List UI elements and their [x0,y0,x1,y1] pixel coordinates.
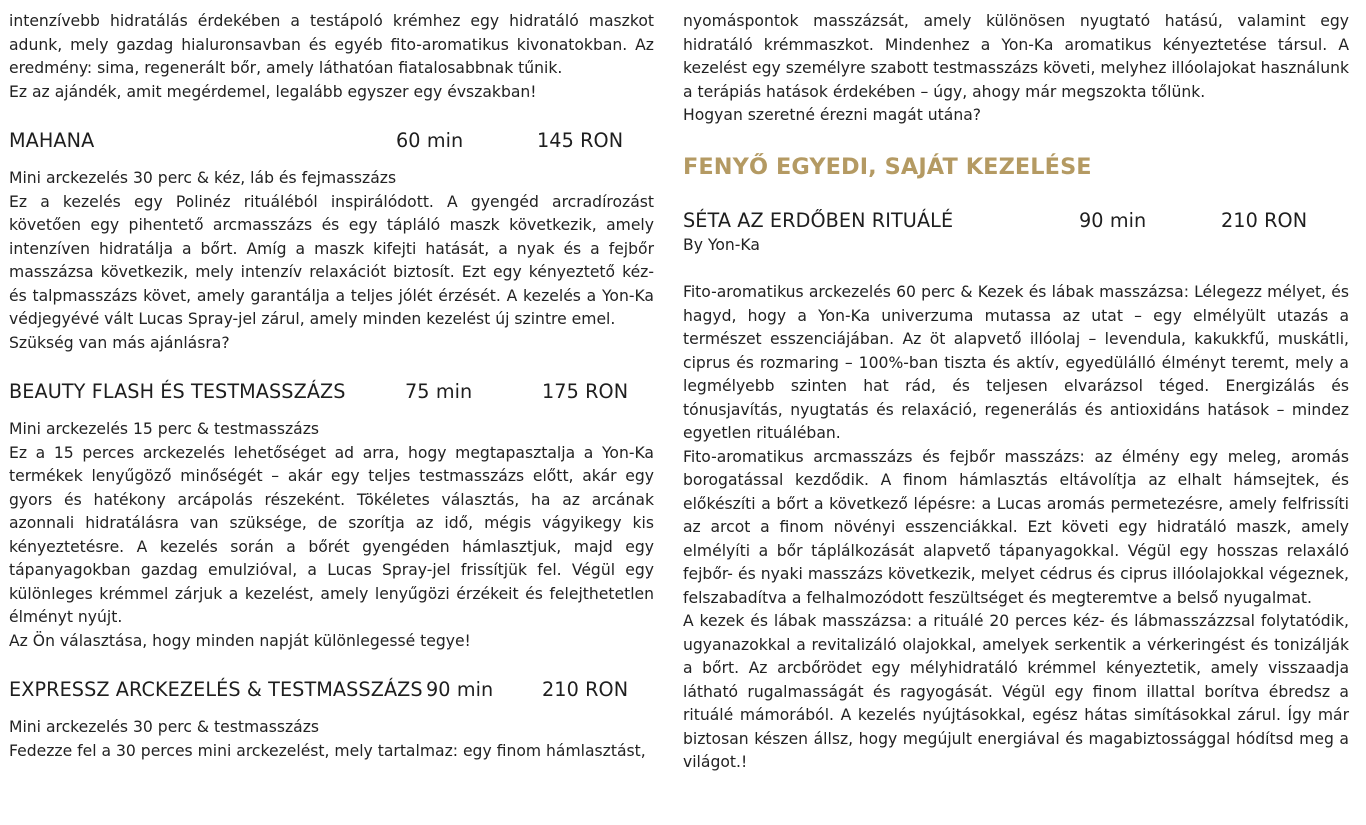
ritual-paragraph-hands-feet: A kezek és lábak masszázsa: a rituálé 20 perces kéz- és lábmasszázzsal folytatódik, ugyanazokkal a revitalizáló olajokkal, amelyek serkentik a vérkeringést és tonizálják a bőrt. Az arcbőrödet egy mélyhidratáló krémmel kényeztetik, amely visszaadja látható rugalmasságát és ragyogását. Végül egy finom illattal borítva ébredsz a rituálé mámorából. A kezelés nyújtásokkal, egész hátas simításokkal zárul. Így már biztosan készen állsz, hogy megújult energiával és magabiztossággal hódítsd meg a világot.! [683,612,1349,771]
treatment-duration: 90 min [426,678,494,701]
treatment-name: SÉTA AZ ERDŐBEN RITUÁLÉ [683,208,954,232]
treatment-row-mahana [9,128,654,154]
treatment-row-expressz [9,677,654,703]
left-column [9,10,654,763]
treatment-duration: 75 min [405,380,473,403]
ritual-paragraph-massage: Fito-aromatikus arcmasszázs és fejbőr masszázs: az élmény egy meleg, aromás borogatással kezdődik. A finom hámlasztás eltávolítja az elhalt hámsejtek, és előkészíti a bőrt a következő lépésre: a Lucas aromás permetezésre, amely felfrissíti az arcot a finom növényi esszenciákkal. Ezt követi egy hidratáló maszk, amely elmélyíti a bőr táplálkozását alapvető tápanyagokkal. Végül egy hosszas relaxáló fejbőr- és nyaki masszázs következik, melyet cédrus és ciprus illóolajokkal végeznek, felszabadítva a felhalmozódott feszültséget és megteremtve a belső nyugalmat. [683,447,1349,607]
ritual-paragraph-face: Fito-aromatikus arckezelés 60 perc & Kezek és lábak masszázsa: Lélegezz mélyet, és hagyd, hogy a Yon-Ka univerzuma mutassa az utat – egy elmélyült utazás a természet esszenciájában. Az öt alapvető illóolaj – levendula, kakukkfű, muskátli, ciprus és rozmaring – 100%-ban tiszta és aktív, egyedülálló élményt teremt, mely a legmélyebb szinten hat rád, és teljesen elvarázsol téged. Energizálás és tónusjavítás, nyugtatás és relaxáció, regenerálás és antioxidáns hatások – mindez egyetlen rituáléban. [683,283,1349,442]
treatment-brand-line: By Yon-Ka [683,235,760,254]
intro-closing: Ez az ajándék, amit megérdemel, legalább egyszer egy évszakban! [9,82,537,101]
section-heading: FENYŐ EGYEDI, SAJÁT KEZELÉSE [683,153,1092,180]
treatment-description: Fedezze fel a 30 perces mini arckezelést, mely tartalmaz: egy finom hámlasztást, [9,741,646,760]
treatment-name: BEAUTY FLASH ÉS TESTMASSZÁZS [9,380,346,403]
treatment-price: 175 RON [542,380,629,403]
treatment-closing: Szükség van más ajánlásra? [9,333,230,352]
treatment-subtitle: Mini arckezelés 15 perc & testmasszázs [9,420,320,438]
treatment-price: 210 RON [1221,208,1308,232]
treatment-description: Ez a kezelés egy Polinéz rituáléból inspirálódott. A gyengéd arcradírozást követően egy pihentető arcmasszázs és egy tápláló maszk következik, amely intenzíven hidratálja a bőrt. Amíg a maszk kifejti hatását, a nyak és a fejbőr masszázsa következik, mely intenzív relaxációt biztosít. Ezt egy kényeztető kéz- és talpmasszázs követ, amely garantálja a teljes jólét érzését. A kezelés a Yon-Ka védjegyévé vált Lucas Spray-jel zárul, amely minden kezelést új szintre emel. [9,192,654,328]
treatment-duration: 60 min [396,129,464,152]
treatment-name: MAHANA [9,129,95,152]
right-column [683,10,1349,775]
treatment-name: EXPRESSZ ARCKEZELÉS & TESTMASSZÁZS [9,678,423,701]
intro-paragraph: intenzívebb hidratálás érdekében a testápoló krémhez egy hidratáló maszkot adunk, mely gazdag hialuronsavban és egyéb fito-aromatikus kivonatokban. Az eredmény: sima, regenerált bőr, amely láthatóan fiatalosabbnak tűnik. [9,12,654,77]
treatment-description: Ez a 15 perces arckezelés lehetőséget ad arra, hogy megtapasztalja a Yon-Ka termékek lenyűgöző minőségét – akár egy teljes testmasszázs előtt, akár egy gyors és hatékony arcápolás részeként. Tökéletes választás, ha az arcának azonnali hidratálásra van szüksége, de szorítja az idő, mégis vágyikegy kis kényeztetésre. A kezelés során a bőrét gyengéden hámlasztjuk, majd egy tápanyagokban gazdag emulzióval, a Lucas Spray-jel frissítjük fel. Végül egy különleges krémmel zárjuk a kezelést, amely lenyűgözi érzékeit és felejthetetlen élményt nyújt. [9,443,654,626]
treatment-closing: Az Ön választása, hogy minden napját különlegessé tegye! [9,631,471,650]
treatment-subtitle: Mini arckezelés 30 perc & kéz, láb és fejmasszázs [9,169,397,187]
intro-closing: Hogyan szeretné érezni magát utána? [683,106,982,124]
treatment-duration: 90 min [1079,208,1147,232]
treatment-row-beauty-flash [9,379,654,405]
treatment-price: 210 RON [542,678,629,701]
treatment-price: 145 RON [537,129,624,152]
intro-paragraph: nyomáspontok masszázsát, amely különösen nyugtató hatású, valamint egy hidratáló krémmaszkot. Mindenhez a Yon-Ka aromatikus kényeztetése társul. A kezelést egy személyre szabott testmasszázs követi, melyhez illóolajokat használunk a terápiás hatások érdekében – úgy, ahogy már megszokta tőlünk. [683,12,1349,101]
treatment-subtitle: Mini arckezelés 30 perc & testmasszázs [9,718,320,736]
treatment-row-seta [683,208,1349,234]
